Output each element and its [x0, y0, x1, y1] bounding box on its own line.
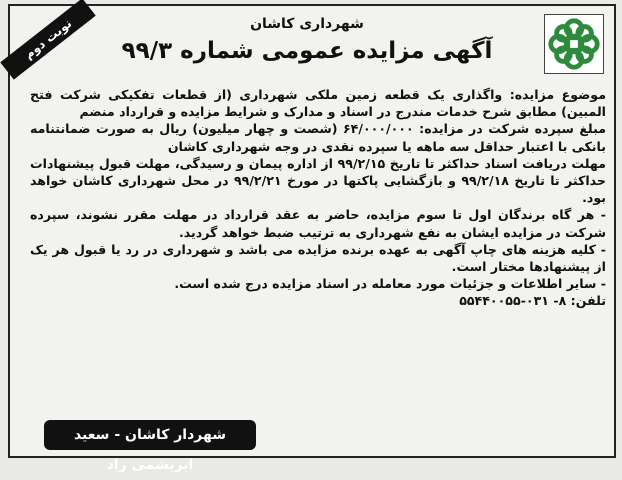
turn-badge: نوبت دوم [0, 0, 95, 80]
subject-paragraph: موضوع مزایده: واگذاری یک قطعه زمین ملکی شهرداری (از قطعات تفکیکی شرکت فتح المبین) مطابق شرح خدمات مندرج در اسناد و مدارک و شرایط مزایده و قرارداد منضم [30, 87, 606, 120]
deposit-paragraph: مبلغ سپرده شرکت در مزایده: ۶۴/۰۰۰/۰۰۰ (شصت و چهار میلیون) ریال به صورت ضمانتنامه بانکی با اعتبار حداقل سه ماهه یا سپرده نقدی در وجه شهرداری کاشان [30, 121, 607, 154]
signature-box [44, 420, 256, 473]
advertisement-sheet [8, 4, 616, 473]
municipality-logo-icon [544, 14, 604, 74]
signature-text: شهردار کاشان - سعید ابریشمی راد [73, 427, 227, 473]
info-clause: - سایر اطلاعات و جزئیات مورد معامله در اسناد مزایده درج شده است. [174, 276, 606, 292]
advertisement-body [30, 86, 606, 400]
page-title: آگهی مزایده عمومی شماره ۹۹/۳ [121, 38, 493, 64]
costs-clause: - کلیه هزینه های چاپ آگهی به عهده برنده مزایده می باشد و شهرداری در رد یا قبول هر یک از پیشنهادها مختار است. [30, 241, 606, 275]
organization-name: شهرداری کاشان [250, 16, 364, 32]
deadlines-paragraph: مهلت دریافت اسناد حداکثر تا تاریخ ۹۹/۲/۱۵ از اداره پیمان و رسیدگی، مهلت قبول پیشنهادات حداکثر تا تاریخ ۹۹/۲/۱۸ و بازگشایی پاکتها در مورخ ۹۹/۲/۲۱ در محل شهرداری کاشان خواهد بود. [30, 155, 606, 206]
forfeit-clause: - هر گاه برندگان اول تا سوم مزایده، حاضر به عقد قرارداد در مهلت مقرر نشوند، سپرده شرکت در مزایده ایشان به نفع شهرداری به ترتیب ضبط خواهد گردید. [30, 207, 606, 240]
header [10, 6, 614, 82]
phone-line: تلفن: ۸- ۰۳۱-۵۵۴۴۰۰۵۵ [459, 293, 606, 309]
